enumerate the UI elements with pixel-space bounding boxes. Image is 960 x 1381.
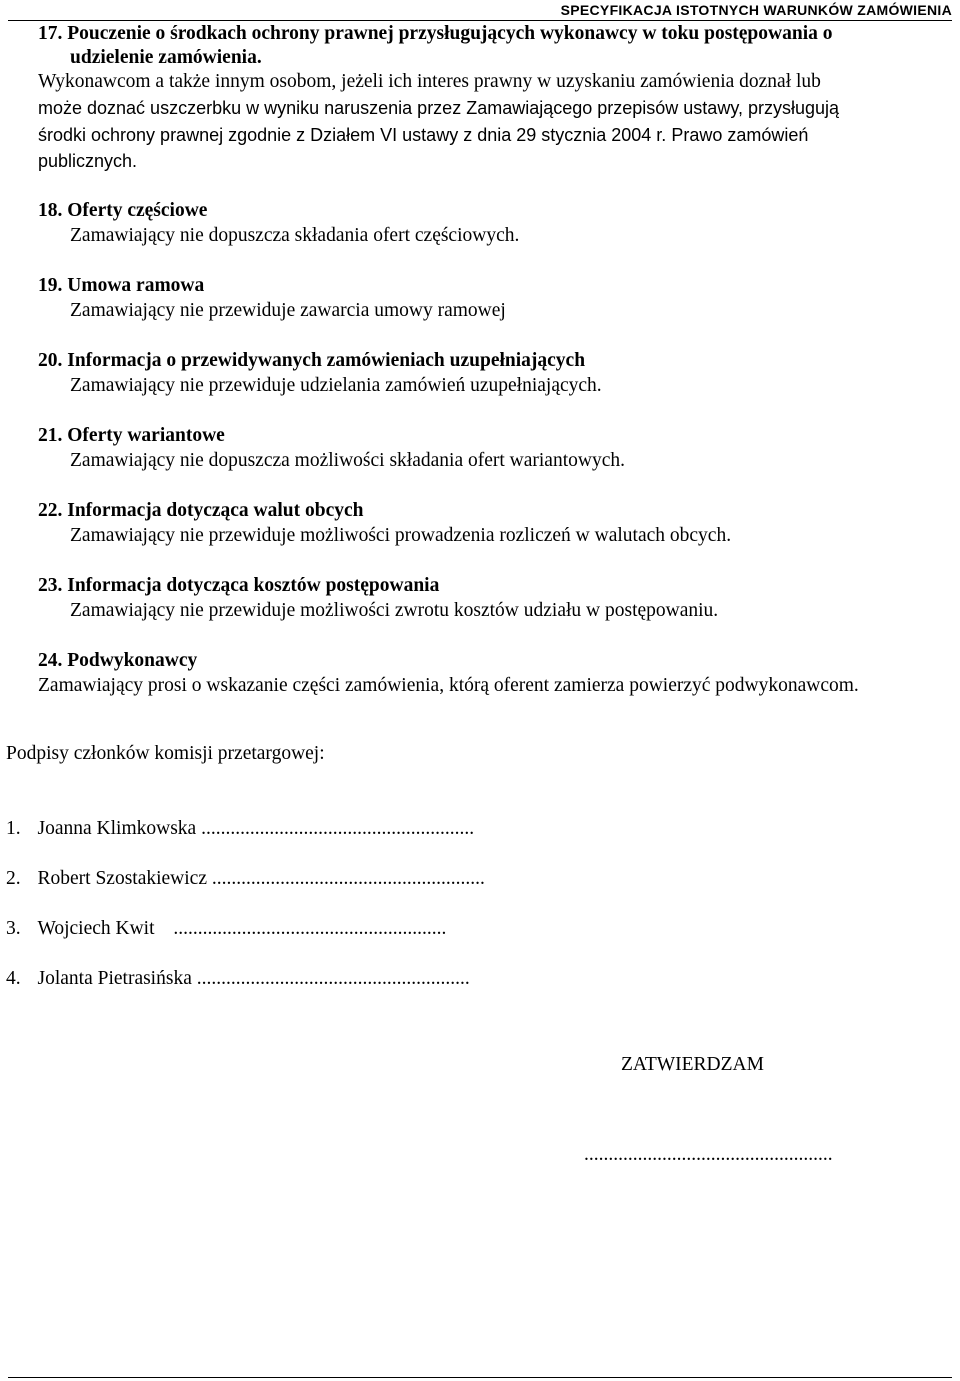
- section-23-heading: 23. Informacja dotycząca kosztów postępowania: [38, 575, 440, 596]
- section-17-body-line2: może doznać uszczerbku w wyniku naruszenia przez Zamawiającego przepisów ustawy, przysługują: [38, 98, 840, 118]
- signature-name: Joanna Klimkowska: [37, 818, 197, 839]
- section-22-body: Zamawiający nie przewiduje możliwości prowadzenia rozliczeń w walutach obcych.: [70, 525, 732, 546]
- signature-line: [6, 967, 470, 991]
- header-title: SPECYFIKACJA ISTOTNYCH WARUNKÓW ZAMÓWIENIA: [560, 2, 952, 18]
- signature-number: 1.: [6, 818, 21, 839]
- section-20-heading: 20. Informacja o przewidywanych zamówieniach uzupełniających: [38, 350, 586, 371]
- signature-name: Jolanta Pietrasińska: [37, 968, 192, 989]
- section-23-body: Zamawiający nie przewiduje możliwości zwrotu kosztów udziału w postępowaniu.: [70, 600, 719, 621]
- section-17-body-line4: publicznych.: [38, 151, 138, 171]
- section-21-heading: 21. Oferty wariantowe: [38, 425, 225, 446]
- section-17-body-line3: środki ochrony prawnej zgodnie z Działem VI ustawy z dnia 29 stycznia 2004 r. Prawo zamówień: [38, 125, 809, 145]
- section-22-heading: 22. Informacja dotycząca walut obcych: [38, 500, 364, 521]
- section-20-body: Zamawiający nie przewiduje udzielania zamówień uzupełniających.: [70, 375, 602, 396]
- signature-number: 4.: [6, 968, 21, 989]
- signature-number: 2.: [6, 868, 21, 889]
- signature-name: Robert Szostakiewicz: [37, 868, 207, 889]
- signature-line: [6, 917, 446, 941]
- section-18-body: Zamawiający nie dopuszcza składania ofert częściowych.: [70, 225, 520, 246]
- signature-dots: ........................................................: [196, 968, 470, 989]
- bottom-rule: [8, 1377, 952, 1378]
- section-21-body: Zamawiający nie dopuszcza możliwości składania ofert wariantowych.: [70, 450, 625, 471]
- section-24-body: Zamawiający prosi o wskazanie części zamówienia, którą oferent zamierza powierzyć podwykonawcom.: [38, 675, 859, 696]
- section-18-heading: 18. Oferty częściowe: [38, 200, 208, 221]
- section-17-heading-line2: udzielenie zamówienia.: [70, 47, 262, 68]
- header-rule: [8, 20, 952, 21]
- signature-dots: ........................................................: [173, 918, 447, 939]
- signature-line: [6, 817, 474, 841]
- section-17-body-line1: Wykonawcom a także innym osobom, jeżeli ich interes prawny w uzyskaniu zamówienia doznał lub: [38, 71, 821, 92]
- section-17-heading-line1: 17. Pouczenie o środkach ochrony prawnej przysługujących wykonawcy w toku postępowania o: [38, 23, 833, 44]
- signature-name: Wojciech Kwit: [37, 918, 155, 939]
- approval-dots: ...................................................: [584, 1144, 833, 1165]
- signatures-heading: Podpisy członków komisji przetargowej:: [6, 743, 325, 764]
- signature-dots: ........................................................: [201, 818, 475, 839]
- signature-dots: ........................................................: [211, 868, 485, 889]
- approval-label: ZATWIERDZAM: [621, 1054, 764, 1075]
- signature-number: 3.: [6, 918, 21, 939]
- section-24-heading: 24. Podwykonawcy: [38, 650, 198, 671]
- section-19-body: Zamawiający nie przewiduje zawarcia umowy ramowej: [70, 300, 506, 321]
- signature-line: [6, 867, 485, 891]
- section-19-heading: 19. Umowa ramowa: [38, 275, 205, 296]
